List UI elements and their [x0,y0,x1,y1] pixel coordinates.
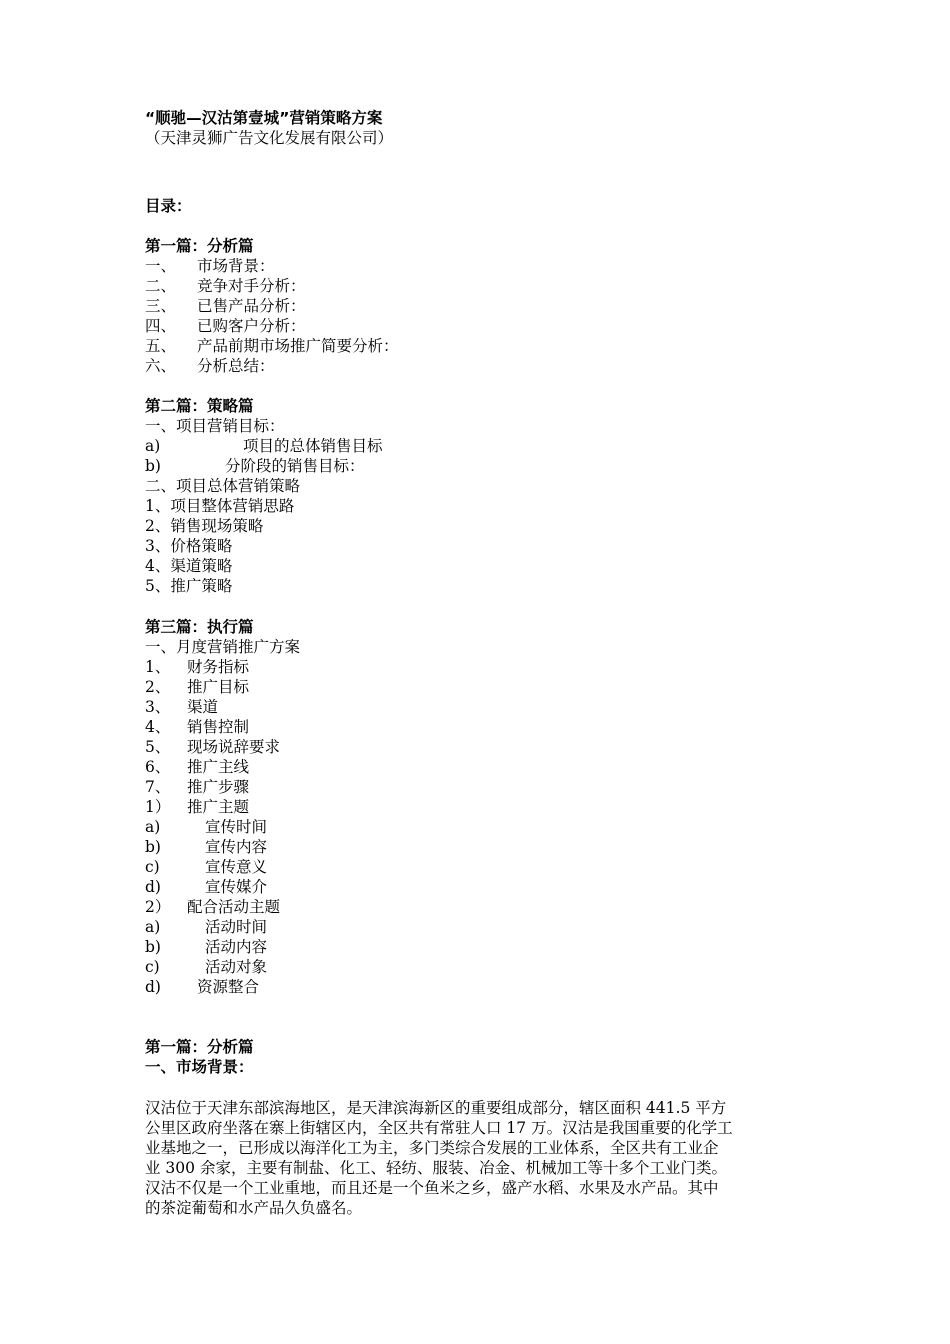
toc-item-text: 渠道 [187,698,219,716]
toc-label-block [145,196,805,216]
market-background-paragraph [145,1098,805,1218]
paragraph-line: 公里区政府坐落在寨上街辖区内，全区共有常驻人口 17 万。汉沽是我国重要的化学工 [145,1119,733,1137]
title-block [145,108,805,148]
toc-item [145,737,805,757]
toc-item: 4、渠道策略 [145,557,233,575]
toc-item-text: 竞争对手分析： [197,277,306,295]
toc-part1-heading: 第一篇：分析篇 [145,237,254,255]
toc-item [145,256,805,276]
document-title: “顺驰—汉沽第壹城”营销策略方案 [145,109,383,127]
toc-item: 2、销售现场策略 [145,517,264,535]
toc-item-text: 分析总结： [197,357,275,375]
toc-item-number: 5、 [145,738,171,756]
toc-item-text: 宣传媒介 [205,878,268,896]
toc-item [145,777,805,797]
toc-item-number: 1） [145,798,171,816]
toc-item-text: 项目的总体销售目标 [243,437,383,455]
paragraph-line: 汉沽不仅是一个工业重地，而且还是一个鱼米之乡，盛产水稻、水果及水产品。其中 [145,1179,719,1197]
toc-item-text: 推广目标 [187,678,250,696]
toc-item-text: 已售产品分析： [197,297,306,315]
paragraph-line: 的茶淀葡萄和水产品久负盛名。 [145,1199,363,1217]
toc-part2-heading: 第二篇：策略篇 [145,397,254,415]
toc-label: 目录： [145,197,192,215]
toc-part2 [145,396,805,596]
toc-item [145,757,805,777]
toc-part3-heading: 第三篇：执行篇 [145,618,254,636]
toc-subitem [145,877,805,897]
toc-subitem [145,897,805,917]
toc-item: 3、价格策略 [145,537,233,555]
toc-section: 一、项目营销目标： [145,417,285,435]
toc-item [145,436,805,456]
toc-item-number: 四、 [145,317,177,335]
toc-item [145,336,805,356]
toc-item-number: b) [145,457,161,475]
toc-item-text: 资源整合 [197,978,260,996]
toc-item-text: 活动对象 [205,958,268,976]
toc-item-text: 市场背景： [197,257,275,275]
toc-subitem [145,817,805,837]
toc-item [145,316,805,336]
toc-item-text: 已购客户分析： [197,317,306,335]
toc-item-number: c) [145,958,160,976]
toc-part3 [145,617,805,997]
toc-item [145,296,805,316]
toc-item-number: c) [145,858,160,876]
toc-item-text: 宣传意义 [205,858,268,876]
toc-item-number: a) [145,818,161,836]
toc-item-number: 6、 [145,758,171,776]
toc-item-text: 推广步骤 [187,778,250,796]
toc-item-text: 配合活动主题 [187,898,281,916]
toc-item-number: a) [145,918,161,936]
body-part-heading: 第一篇：分析篇 [145,1038,254,1056]
toc-item-text: 推广主线 [187,758,250,776]
toc-item-number: 2） [145,898,171,916]
toc-item: 1、项目整体营销思路 [145,497,295,515]
toc-item: 5、推广策略 [145,577,233,595]
toc-subitem [145,957,805,977]
toc-subitem [145,857,805,877]
toc-item-text: 现场说辞要求 [187,738,281,756]
toc-item [145,276,805,296]
toc-item-number: d) [145,978,161,996]
body-section-heading: 一、市场背景： [145,1058,254,1076]
toc-item-text: 销售控制 [187,718,250,736]
toc-item-number: 3、 [145,698,171,716]
paragraph-line: 业基地之一，已形成以海洋化工为主，多门类综合发展的工业体系，全区共有工业企 [145,1139,719,1157]
toc-item-number: 2、 [145,678,171,696]
toc-item-number: 一、 [145,257,177,275]
toc-item-number: 4、 [145,718,171,736]
toc-item-text: 活动时间 [205,918,268,936]
toc-item-text: 活动内容 [205,938,268,956]
toc-item-number: 7、 [145,778,171,796]
toc-item-text: 宣传时间 [205,818,268,836]
company-name: （天津灵狮广告文化发展有限公司） [145,129,394,147]
toc-item-text: 财务指标 [187,658,250,676]
toc-subitem [145,917,805,937]
toc-subitem [145,837,805,857]
paragraph-line: 业 300 余家，主要有制盐、化工、轻纺、服装、冶金、机械加工等十多个工业门类。 [145,1159,727,1177]
toc-item-text: 分阶段的销售目标： [225,457,365,475]
toc-item-number: 六、 [145,357,177,375]
toc-item [145,677,805,697]
body-headings [145,1037,805,1077]
paragraph-line: 汉沽位于天津东部滨海地区，是天津滨海新区的重要组成部分，辖区面积 441.5 平方 [145,1099,727,1117]
toc-section: 二、项目总体营销策略 [145,477,301,495]
toc-item-number: a) [145,437,161,455]
toc-item-number: 三、 [145,297,177,315]
toc-item-text: 推广主题 [187,798,250,816]
toc-part1 [145,236,805,376]
toc-item-number: 五、 [145,337,177,355]
toc-subitem [145,797,805,817]
toc-subitem [145,937,805,957]
toc-item [145,697,805,717]
toc-item [145,456,805,476]
toc-item-number: b) [145,838,161,856]
toc-item-text: 产品前期市场推广简要分析： [197,337,399,355]
toc-item [145,657,805,677]
toc-item-number: b) [145,938,161,956]
toc-item-text: 宣传内容 [205,838,268,856]
toc-item [145,717,805,737]
toc-item-number: 二、 [145,277,177,295]
toc-section: 一、月度营销推广方案 [145,638,301,656]
toc-item-number: 1、 [145,658,171,676]
toc-subitem [145,977,805,997]
toc-item [145,356,805,376]
toc-item-number: d) [145,878,161,896]
